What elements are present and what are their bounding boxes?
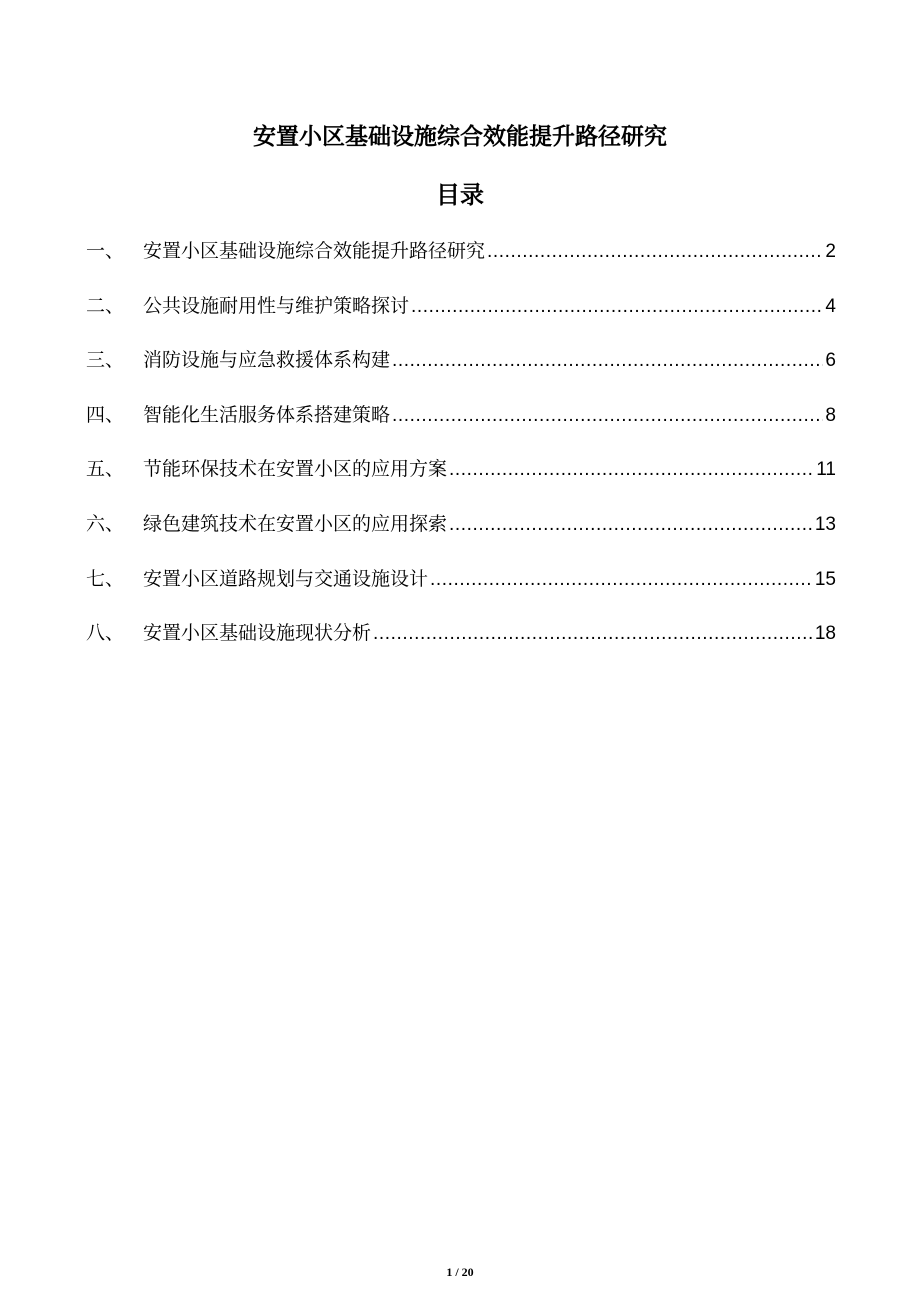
toc-entry-text: 公共设施耐用性与维护策略探讨 [143, 294, 410, 317]
toc-entry-number: 三、 [86, 349, 125, 372]
toc-dot-leader [487, 235, 823, 269]
toc-entry-text: 智能化生活服务体系搭建策略 [143, 403, 391, 426]
toc-entry-page: 6 [825, 350, 836, 372]
toc-entry-page: 15 [814, 568, 836, 590]
toc-entry-number: 五、 [86, 458, 125, 481]
toc-entry-number: 八、 [86, 622, 125, 645]
toc-entry-6[interactable] [86, 507, 836, 562]
toc-entry-8[interactable] [86, 616, 836, 671]
toc-entry-number: 一、 [86, 240, 125, 262]
toc-entry-text: 节能环保技术在安置小区的应用方案 [143, 458, 448, 481]
toc-entry-number: 四、 [86, 403, 125, 426]
toc-dot-leader [411, 290, 823, 324]
toc-dot-leader [373, 617, 813, 651]
toc-dot-leader [449, 508, 813, 542]
toc-entry-text: 消防设施与应急救援体系构建 [143, 349, 391, 372]
table-of-contents [86, 234, 836, 671]
toc-entry-5[interactable] [86, 452, 836, 507]
toc-heading: 目录 [436, 181, 484, 209]
toc-entry-page: 18 [814, 623, 836, 645]
toc-entry-page: 4 [825, 295, 836, 317]
toc-dot-leader [430, 563, 813, 597]
toc-entry-2[interactable] [86, 289, 836, 344]
toc-entry-page: 8 [825, 404, 836, 426]
toc-dot-leader [392, 344, 823, 378]
toc-entry-page: 11 [816, 459, 836, 481]
document-title: 安置小区基础设施综合效能提升路径研究 [253, 124, 667, 150]
toc-entry-4[interactable] [86, 398, 836, 453]
page-indicator: 1 / 20 [446, 1265, 474, 1279]
toc-entry-3[interactable] [86, 343, 836, 398]
toc-entry-text: 安置小区基础设施现状分析 [143, 622, 372, 645]
toc-entry-text: 绿色建筑技术在安置小区的应用探索 [143, 512, 448, 535]
toc-entry-page: 13 [814, 513, 836, 535]
toc-entry-text: 安置小区道路规划与交通设施设计 [143, 567, 429, 590]
toc-entry-1[interactable] [86, 234, 836, 289]
toc-entry-text: 安置小区基础设施综合效能提升路径研究 [143, 240, 486, 262]
toc-dot-leader [449, 453, 814, 487]
toc-dot-leader [392, 399, 823, 433]
toc-entry-number: 二、 [86, 294, 125, 317]
toc-entry-7[interactable] [86, 562, 836, 617]
toc-entry-page: 2 [825, 241, 836, 262]
toc-entry-number: 七、 [86, 567, 125, 590]
toc-entry-number: 六、 [86, 512, 125, 535]
